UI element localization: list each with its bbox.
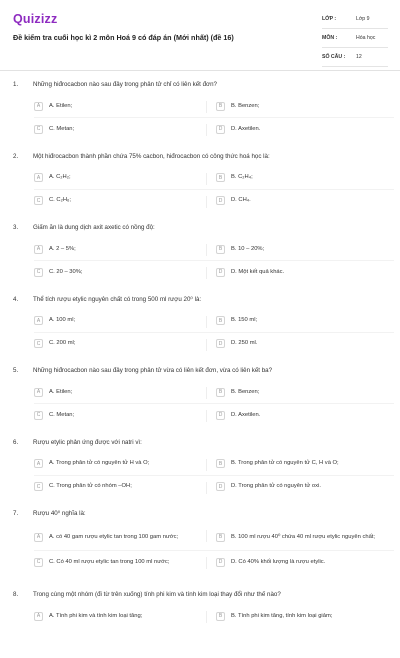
option-text: A. Etilen; [49, 102, 73, 109]
option-letter-box: D [216, 411, 225, 420]
meta-row-question-count [322, 48, 388, 67]
question-text: Giấm ăn là dung dịch axit axetic có nồng độ: [33, 224, 155, 231]
option-text: A. có 40 gam rượu etylic tan trong 100 gam nước; [49, 533, 179, 540]
question-5 [0, 362, 400, 434]
meta-label: SỐ CÂU : [322, 54, 346, 60]
question-number: 6. [13, 438, 19, 446]
question-4 [0, 291, 400, 363]
row-separator [34, 332, 394, 333]
option-letter-box: A [34, 102, 43, 111]
option-row [34, 171, 394, 194]
option-row [34, 555, 394, 578]
option-divider [206, 316, 207, 328]
question-text: Trong cùng một nhóm (đi từ trên xuống) tính phi kim và tính kim loại thay đổi như thế nào? [33, 591, 281, 598]
option-c[interactable] [34, 555, 214, 569]
option-letter-box: A [34, 459, 43, 468]
option-letter-box: A [34, 533, 43, 542]
question-number: 8. [13, 591, 19, 598]
option-letter-box: A [34, 245, 43, 254]
option-text: A. 2 – 5%; [49, 245, 76, 252]
option-text: D. CH₄. [231, 197, 251, 203]
option-letter-box: C [34, 268, 43, 277]
question-text: Một hiđrocacbon thành phần chứa 75% cacbon, hiđrocacbon có công thức hoá học là: [33, 152, 270, 160]
option-letter-box: C [34, 196, 43, 205]
option-d[interactable] [216, 555, 394, 569]
answer-options [34, 171, 394, 217]
option-letter-box: D [216, 268, 225, 277]
option-c[interactable] [34, 337, 214, 351]
row-separator [34, 117, 394, 118]
option-letter-box: B [216, 459, 225, 468]
row-separator [34, 403, 394, 404]
option-d[interactable] [216, 480, 394, 494]
option-letter-box: C [34, 125, 43, 134]
option-text: B. 150 ml; [231, 317, 258, 323]
option-d[interactable] [216, 408, 394, 422]
question-number: 5. [13, 367, 19, 374]
option-divider [206, 410, 207, 422]
option-divider [206, 173, 207, 185]
option-divider [206, 530, 207, 542]
question-7 [0, 505, 400, 586]
answer-options [34, 385, 394, 431]
option-row [34, 99, 394, 122]
meta-label: MÔN : [322, 35, 338, 41]
question-3 [0, 219, 400, 291]
option-text: B. C₂H₄; [231, 174, 253, 180]
answer-options [34, 528, 394, 578]
option-text: C. Metan; [49, 125, 75, 132]
option-letter-box: D [216, 339, 225, 348]
option-row [34, 385, 394, 408]
option-b[interactable] [216, 609, 394, 623]
quizizz-logo: Quizizz [13, 12, 58, 26]
option-a[interactable] [34, 609, 214, 623]
option-text: C. 200 ml; [49, 340, 76, 346]
option-divider [206, 557, 207, 569]
answer-options [34, 314, 394, 360]
option-text: B. Benzen; [231, 388, 260, 395]
option-row [34, 242, 394, 265]
meta-value: Lớp 9 [356, 16, 370, 22]
question-text: Những hiđrocacbon nào sau đây trong phân tử chỉ có liên kết đơn? [33, 81, 217, 88]
option-text: D. Có 40% khối lượng là rượu etylic. [231, 558, 326, 565]
option-text: B. 10 – 20%; [231, 245, 265, 252]
option-row [34, 194, 394, 217]
option-divider [206, 244, 207, 256]
option-c[interactable] [34, 194, 214, 208]
option-text: C. Có 40 ml rượu etylic tan trong 100 ml nước; [49, 558, 170, 565]
option-row [34, 122, 394, 145]
question-text: Thể tích rượu etylic nguyên chất có trong 500 ml rượu 20⁰ là: [33, 295, 202, 303]
option-text: A. Trong phân tử có nguyên tử H và O; [49, 460, 150, 466]
option-b[interactable] [216, 314, 394, 328]
option-letter-box: B [216, 612, 225, 621]
option-text: A. C₂H₂; [49, 174, 71, 180]
option-divider [206, 267, 207, 279]
option-a[interactable] [34, 314, 214, 328]
question-number: 2. [13, 152, 19, 160]
option-letter-box: B [216, 173, 225, 182]
option-divider [206, 339, 207, 351]
option-c[interactable] [34, 480, 214, 494]
option-row [34, 337, 394, 360]
option-text: D. Axetilen. [231, 411, 261, 418]
option-divider [206, 482, 207, 494]
option-letter-box: B [216, 316, 225, 325]
option-c[interactable] [34, 122, 214, 136]
answer-options [34, 457, 394, 503]
row-separator [34, 260, 394, 261]
option-letter-box: B [216, 102, 225, 111]
question-6 [0, 434, 400, 506]
option-row [34, 408, 394, 431]
option-letter-box: D [216, 125, 225, 134]
option-text: A. Tính phi kim và tính kim loại tăng; [49, 612, 143, 619]
option-text: C. Trong phân tử có nhóm –OH; [49, 483, 132, 489]
option-letter-box: A [34, 173, 43, 182]
option-letter-box: A [34, 388, 43, 397]
meta-row-subject [322, 29, 388, 48]
question-text: Những hiđrocacbon nào sau đây trong phân tử vừa có liên kết đơn, vừa có liên kết ba? [33, 367, 273, 374]
worksheet-header [0, 0, 400, 70]
row-separator [34, 189, 394, 190]
option-row [34, 314, 394, 337]
option-letter-box: A [34, 316, 43, 325]
option-text: B. 100 ml rượu 40⁰ chứa 40 ml rượu etylic nguyên chất; [231, 533, 376, 540]
meta-value: 12 [356, 54, 362, 60]
option-letter-box: D [216, 196, 225, 205]
option-letter-box: D [216, 558, 225, 567]
option-b[interactable] [216, 385, 394, 399]
row-separator [34, 475, 394, 476]
option-letter-box: A [34, 612, 43, 621]
option-row [34, 528, 394, 555]
option-divider [206, 459, 207, 471]
option-row [34, 457, 394, 480]
option-letter-box: C [34, 482, 43, 491]
question-8 [0, 586, 400, 658]
option-text: D. 250 ml. [231, 340, 258, 346]
option-letter-box: C [34, 339, 43, 348]
option-a[interactable] [34, 528, 214, 546]
worksheet-meta [322, 10, 388, 67]
question-text: Rượu etylic phản ứng được với natri vì: [33, 438, 142, 446]
question-1 [0, 76, 400, 148]
option-a[interactable] [34, 457, 214, 471]
option-c[interactable] [34, 265, 214, 279]
option-b[interactable] [216, 171, 394, 185]
option-b[interactable] [216, 242, 394, 256]
option-text: A. 100 ml; [49, 317, 76, 323]
option-row [34, 265, 394, 288]
question-list [0, 76, 400, 658]
option-divider [206, 387, 207, 399]
option-c[interactable] [34, 408, 214, 422]
option-a[interactable] [34, 99, 214, 113]
option-b[interactable] [216, 457, 394, 471]
option-text: B. Trong phân tử có nguyên tử C, H và O; [231, 460, 339, 466]
question-number: 7. [13, 510, 19, 517]
option-letter-box: C [34, 411, 43, 420]
option-a[interactable] [34, 385, 214, 399]
question-number: 4. [13, 295, 19, 303]
answer-options [34, 99, 394, 145]
option-text: A. Etilen; [49, 388, 73, 395]
worksheet-title: Đề kiểm tra cuối học kì 2 môn Hoá 9 có đáp án (Mới nhất) (đề 16) [13, 33, 234, 42]
option-divider [206, 101, 207, 113]
meta-value: Hóa học [356, 35, 376, 41]
option-b[interactable] [216, 99, 394, 113]
option-row [34, 609, 394, 632]
option-divider [206, 611, 207, 623]
question-text: Rượu 40⁰ nghĩa là: [33, 510, 86, 517]
option-text: C. Metan; [49, 411, 75, 418]
option-a[interactable] [34, 242, 214, 256]
header-divider [0, 70, 400, 71]
option-text: D. Axetilen. [231, 125, 261, 132]
option-text: B. Tính phi kim tăng, tính kim loại giảm; [231, 612, 333, 619]
meta-label: LỚP : [322, 16, 337, 22]
option-text: D. Trong phân tử có nguyên tử oxi. [231, 483, 321, 489]
answer-options [34, 242, 394, 288]
question-number: 1. [13, 81, 19, 88]
question-number: 3. [13, 224, 19, 231]
option-row [34, 480, 394, 503]
option-a[interactable] [34, 171, 214, 185]
option-d[interactable] [216, 265, 394, 279]
option-text: D. Một kết quả khác. [231, 268, 285, 275]
option-text: B. Benzen; [231, 102, 260, 109]
row-separator [34, 550, 394, 551]
option-divider [206, 196, 207, 208]
option-b[interactable] [216, 528, 394, 546]
option-letter-box: C [34, 558, 43, 567]
option-d[interactable] [216, 122, 394, 136]
option-letter-box: B [216, 533, 225, 542]
question-2 [0, 148, 400, 220]
option-divider [206, 124, 207, 136]
meta-row-class [322, 10, 388, 29]
option-d[interactable] [216, 194, 394, 208]
option-text: C. 20 – 30%; [49, 268, 83, 275]
option-letter-box: B [216, 245, 225, 254]
option-d[interactable] [216, 337, 394, 351]
option-letter-box: D [216, 482, 225, 491]
answer-options [34, 609, 394, 632]
option-text: C. C₂H₆; [49, 197, 71, 203]
option-letter-box: B [216, 388, 225, 397]
